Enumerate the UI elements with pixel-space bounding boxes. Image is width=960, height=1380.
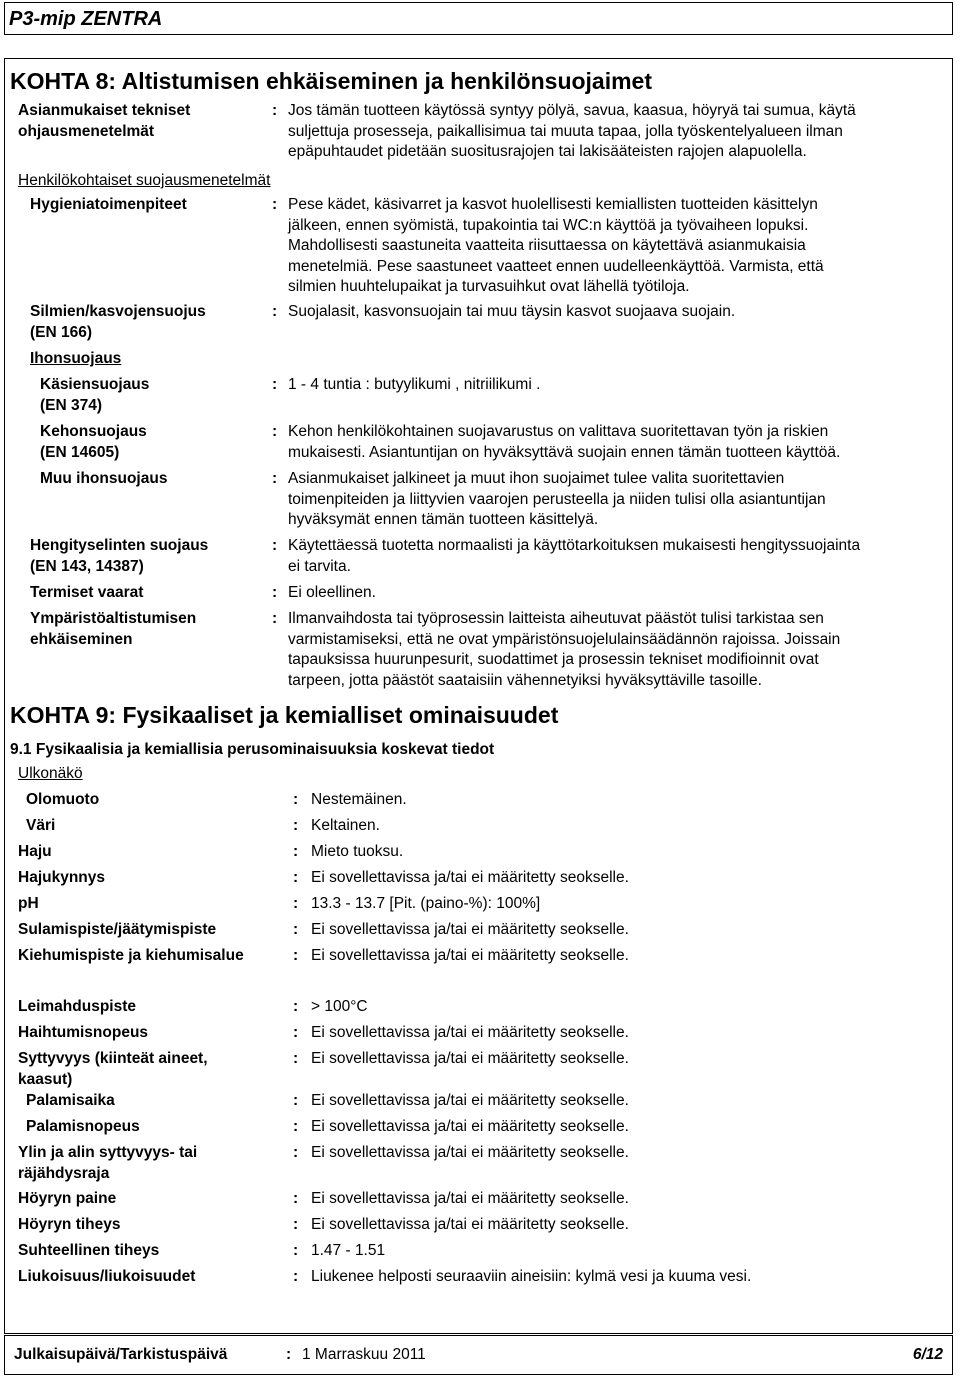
skin-protection-heading: Ihonsuojaus xyxy=(30,350,122,367)
separator: : xyxy=(272,537,278,554)
property-value: 1.47 - 1.51 xyxy=(311,1242,386,1259)
separator: : xyxy=(293,1268,299,1285)
property-value: Ei sovellettavissa ja/tai ei määritetty seokselle. xyxy=(311,1144,629,1161)
property-label: Olomuoto xyxy=(26,791,100,808)
page-number: 6/12 xyxy=(912,1346,943,1363)
property-label: Palamisaika xyxy=(26,1092,115,1109)
product-name: P3-mip ZENTRA xyxy=(9,8,163,30)
body-protection-label: Kehonsuojaus (EN 14605) xyxy=(40,423,147,461)
document-header xyxy=(4,2,953,35)
issue-date-value: 1 Marraskuu 2011 xyxy=(302,1346,426,1363)
property-label: Höyryn paine xyxy=(18,1190,117,1207)
separator: : xyxy=(293,921,299,938)
separator: : xyxy=(293,1050,299,1067)
property-value: Keltainen. xyxy=(311,817,380,834)
separator: : xyxy=(293,1118,299,1135)
property-label: Palamisnopeus xyxy=(26,1118,140,1135)
separator: : xyxy=(293,1024,299,1041)
separator: : xyxy=(272,196,278,213)
thermal-hazards-value: Ei oleellinen. xyxy=(288,584,376,601)
separator: : xyxy=(272,423,278,440)
hygiene-label: Hygieniatoimenpiteet xyxy=(30,196,187,213)
separator: : xyxy=(272,102,278,119)
separator: : xyxy=(293,817,299,834)
separator: : xyxy=(293,791,299,808)
separator: : xyxy=(272,584,278,601)
property-label: Ylin ja alin syttyvyys- tai räjähdysraja xyxy=(18,1144,198,1182)
separator: : xyxy=(293,998,299,1015)
separator: : xyxy=(293,895,299,912)
section-8-title: KOHTA 8: Altistumisen ehkäiseminen ja henkilönsuojaimet xyxy=(10,68,653,94)
eye-protection-value: Suojalasit, kasvonsuojain tai muu täysin kasvot suojaava suojain. xyxy=(288,303,736,320)
separator: : xyxy=(293,1092,299,1109)
property-label: Leimahduspiste xyxy=(18,998,136,1015)
separator: : xyxy=(293,843,299,860)
property-label: Haju xyxy=(18,843,52,860)
separator: : xyxy=(293,869,299,886)
property-value: Ei sovellettavissa ja/tai ei määritetty seokselle. xyxy=(311,1216,629,1233)
thermal-hazards-label: Termiset vaarat xyxy=(30,584,144,601)
separator: : xyxy=(293,1242,299,1259)
property-label: Väri xyxy=(26,817,56,834)
appearance-heading: Ulkonäkö xyxy=(18,765,83,782)
property-value: Ei sovellettavissa ja/tai ei määritetty seokselle. xyxy=(311,869,629,886)
separator: : xyxy=(293,947,299,964)
property-value: Ei sovellettavissa ja/tai ei määritetty seokselle. xyxy=(311,1024,629,1041)
respiratory-protection-value: Käytettäessä tuotetta normaalisti ja käyttötarkoituksen mukaisesti hengityssuojainta ei tarvita. xyxy=(288,537,861,575)
property-value: Liukenee helposti seuraaviin aineisiin: kylmä vesi ja kuuma vesi. xyxy=(311,1268,752,1285)
separator: : xyxy=(272,376,278,393)
property-value: 13.3 - 13.7 [Pit. (paino-%): 100%] xyxy=(311,895,541,912)
eye-protection-label: Silmien/kasvojensuojus (EN 166) xyxy=(30,303,206,341)
property-label: Sulamispiste/jäätymispiste xyxy=(18,921,217,938)
environmental-exposure-label: Ympäristöaltistumisen ehkäiseminen xyxy=(30,610,197,648)
property-value: Ei sovellettavissa ja/tai ei määritetty seokselle. xyxy=(311,1050,629,1067)
engineering-label: Asianmukaiset tekniset ohjausmenetelmät xyxy=(18,102,191,140)
property-label: pH xyxy=(18,895,39,912)
property-label: Hajukynnys xyxy=(18,869,106,886)
property-label: Haihtumisnopeus xyxy=(18,1024,149,1041)
document-footer xyxy=(4,1335,953,1375)
section-9-1-heading: 9.1 Fysikaalisia ja kemiallisia perusominaisuuksia koskevat tiedot xyxy=(10,741,495,758)
issue-date-label: Julkaisupäivä/Tarkistuspäivä xyxy=(14,1346,228,1363)
other-skin-protection-value: Asianmukaiset jalkineet ja muut ihon suojaimet tulee valita suoritettavien toimenpiteiden ja liittyvien vaarojen perusteella ja niiden tulisi olla asiantuntijan hyväksymät ennen tämän tuotteen käsittelyä. xyxy=(288,470,826,528)
separator: : xyxy=(293,1216,299,1233)
other-skin-protection-label: Muu ihonsuojaus xyxy=(40,470,168,487)
property-label: Liukoisuus/liukoisuudet xyxy=(18,1268,196,1285)
separator: : xyxy=(272,470,278,487)
property-value: Ei sovellettavissa ja/tai ei määritetty seokselle. xyxy=(311,1092,629,1109)
hygiene-value: Pese kädet, käsivarret ja kasvot huolellisesti kemiallisten tuotteiden käsittelyn jälkeen, ennen syömistä, tupakointia tai WC:n käyttöä ja työvaiheen lopuksi. Mahdollisesti saastuneita vaatteita riisuttaessa on käytettävä asianmukaisia menetelmiä. Pese saastuneet vaatteet ennen uudelleenkäyttöä. Varmista, että silmien huuhtelupaikat ja turvasuihkut ovat lähellä työtiloja. xyxy=(288,196,824,295)
property-value: Ei sovellettavissa ja/tai ei määritetty seokselle. xyxy=(311,1118,629,1135)
environmental-exposure-value: Ilmanvaihdosta tai työprosessin laitteista aiheutuvat päästöt tulisi tarkistaa sen varmistamiseksi, että ne ovat ympäristönsuojelulainsäädännön rajoissa. Joissain tapauksissa huurunpesurit, suodattimet ja prosessin tekniset modifioinnit ovat tarpeen, jotta päästöt saataisiin vähennetyiksi hyväksyttäville tasoille. xyxy=(288,610,841,689)
engineering-value: Jos tämän tuotteen käytössä syntyy pölyä, savua, kaasua, höyryä tai sumua, käytä suljettuja prosesseja, paikallisimua tai muuta tapaa, jolla työskentelyalueen ilman epäpuhtaudet pidetään suositusrajojen tai lakisääteisten rajojen alapuolella. xyxy=(288,102,856,160)
section-9-title: KOHTA 9: Fysikaaliset ja kemialliset ominaisuudet xyxy=(10,702,559,728)
separator: : xyxy=(293,1190,299,1207)
property-label: Suhteellinen tiheys xyxy=(18,1242,160,1259)
property-value: Ei sovellettavissa ja/tai ei määritetty seokselle. xyxy=(311,1190,629,1207)
property-value: Mieto tuoksu. xyxy=(311,843,404,860)
separator: : xyxy=(272,303,278,320)
hand-protection-value: 1 - 4 tuntia : butyylikumi , nitriilikumi . xyxy=(288,376,541,393)
property-label: Kiehumispiste ja kiehumisalue xyxy=(18,947,244,964)
personal-protection-heading: Henkilökohtaiset suojausmenetelmät xyxy=(18,172,271,189)
hand-protection-label: Käsiensuojaus (EN 374) xyxy=(40,376,150,414)
body-protection-value: Kehon henkilökohtainen suojavarustus on valittava suoritettavan työn ja riskien mukaisesti. Asiantuntijan on hyväksyttävä suojain ennen tämän tuotteen käyttöä. xyxy=(288,423,841,461)
property-value: Nestemäinen. xyxy=(311,791,407,808)
separator: : xyxy=(293,1144,299,1161)
property-label: Höyryn tiheys xyxy=(18,1216,121,1233)
property-value: Ei sovellettavissa ja/tai ei määritetty seokselle. xyxy=(311,947,629,964)
separator: : xyxy=(272,610,278,627)
separator: : xyxy=(286,1346,292,1363)
property-value: > 100°C xyxy=(311,998,368,1015)
respiratory-protection-label: Hengityselinten suojaus (EN 143, 14387) xyxy=(30,537,209,575)
property-label: Syttyvyys (kiinteät aineet, kaasut) xyxy=(18,1050,208,1088)
property-value: Ei sovellettavissa ja/tai ei määritetty seokselle. xyxy=(311,921,629,938)
